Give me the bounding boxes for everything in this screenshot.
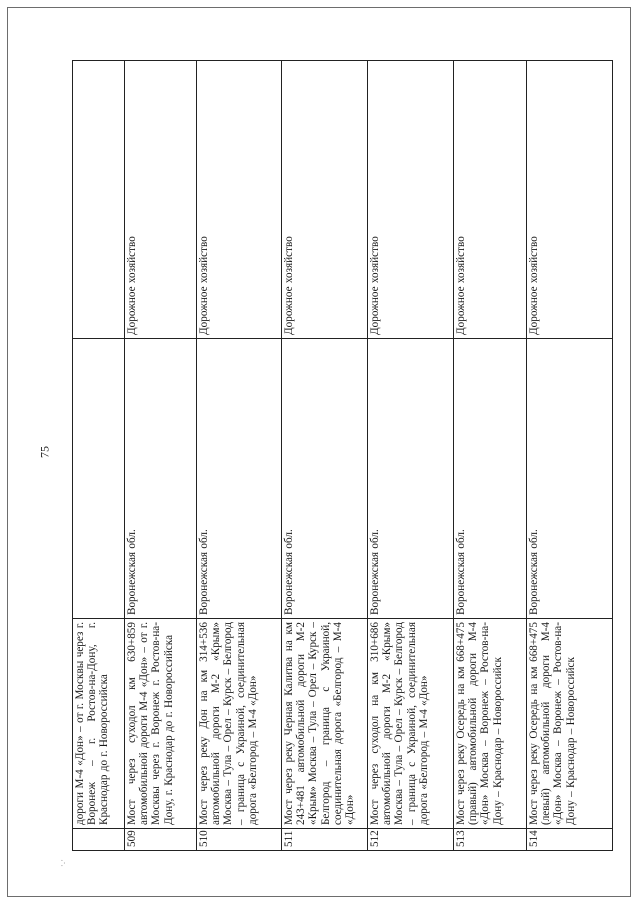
owner-cell: Дорожное хозяйство xyxy=(282,61,368,339)
row-number-cell xyxy=(73,829,125,851)
region-cell: Воронежская обл. xyxy=(197,339,282,619)
table-row xyxy=(125,61,197,851)
object-name-cell: Мост через реку Черная Калитва на км 243+481 автомобильной дороги М-2 «Крым» Москва – Тула – Орел – Курск – Белгород – граница с Украиной, соединительная дорога «Белгород – М-4 «Дон» xyxy=(282,619,368,829)
region-cell: Воронежская обл. xyxy=(368,339,454,619)
rotated-table-container xyxy=(72,61,612,851)
row-number-cell: 513 xyxy=(454,829,527,851)
region-cell xyxy=(73,339,125,619)
region-cell: Воронежская обл. xyxy=(527,339,613,619)
object-name-cell: Мост через реку Осередь на км 668+475 (левый) автомобильной дороги М-4 «Дон» Москва – Воронеж – Ростов-на-Дону – Краснодар – Новороссийск xyxy=(527,619,613,829)
table-row-continued xyxy=(73,61,125,851)
region-cell: Воронежская обл. xyxy=(282,339,368,619)
owner-cell: Дорожное хозяйство xyxy=(197,61,282,339)
owner-cell: Дорожное хозяйство xyxy=(125,61,197,339)
table-row xyxy=(197,61,282,851)
row-number-cell: 509 xyxy=(125,829,197,851)
object-name-cell: Мост через суходол на км 310+686 автомобильной дороги М-2 «Крым» Москва – Тула – Орел – Курск – Белгород – граница с Украиной, соединительная дорога «Белгород – М-4 «Дон» xyxy=(368,619,454,829)
object-name-cell: Мост через реку Осередь на км 668+475 (правый) автомобильной дороги М-4 «Дон» Москва – Воронеж – Ростов-на-Дону – Краснодар – Новороссийск xyxy=(454,619,527,829)
owner-cell: Дорожное хозяйство xyxy=(527,61,613,339)
object-name-cell: дороги М-4 «Дон» – от г. Москвы через г. Воронеж – г. Ростов-на-Дону, г. Краснодар до г. Новороссийска xyxy=(73,619,125,829)
row-number-cell: 510 xyxy=(197,829,282,851)
owner-cell: Дорожное хозяйство xyxy=(454,61,527,339)
table-row xyxy=(282,61,368,851)
region-cell: Воронежская обл. xyxy=(454,339,527,619)
row-number-cell: 514 xyxy=(527,829,613,851)
page-number: 75 xyxy=(37,446,52,458)
registry-table xyxy=(72,60,613,851)
owner-cell: Дорожное хозяйство xyxy=(368,61,454,339)
scan-mark: ·.· xyxy=(57,858,68,868)
region-cell: Воронежская обл. xyxy=(125,339,197,619)
object-name-cell: Мост через суходол км 630+859 автомобильной дороги М-4 «Дон» – от г. Москвы через г. Воронеж г. Ростов-на-Дону, г. Краснодар до г. Новороссийска xyxy=(125,619,197,829)
table-row xyxy=(454,61,527,851)
owner-cell xyxy=(73,61,125,339)
object-name-cell: Мост через реку Дон на км 314+536 автомобильной дороги М-2 «Крым» Москва – Тула – Орел – Курск – Белгород – граница с Украиной, соединительная дорога «Белгород – М-4 «Дон» xyxy=(197,619,282,829)
row-number-cell: 511 xyxy=(282,829,368,851)
row-number-cell: 512 xyxy=(368,829,454,851)
table-row xyxy=(368,61,454,851)
table-row xyxy=(527,61,613,851)
